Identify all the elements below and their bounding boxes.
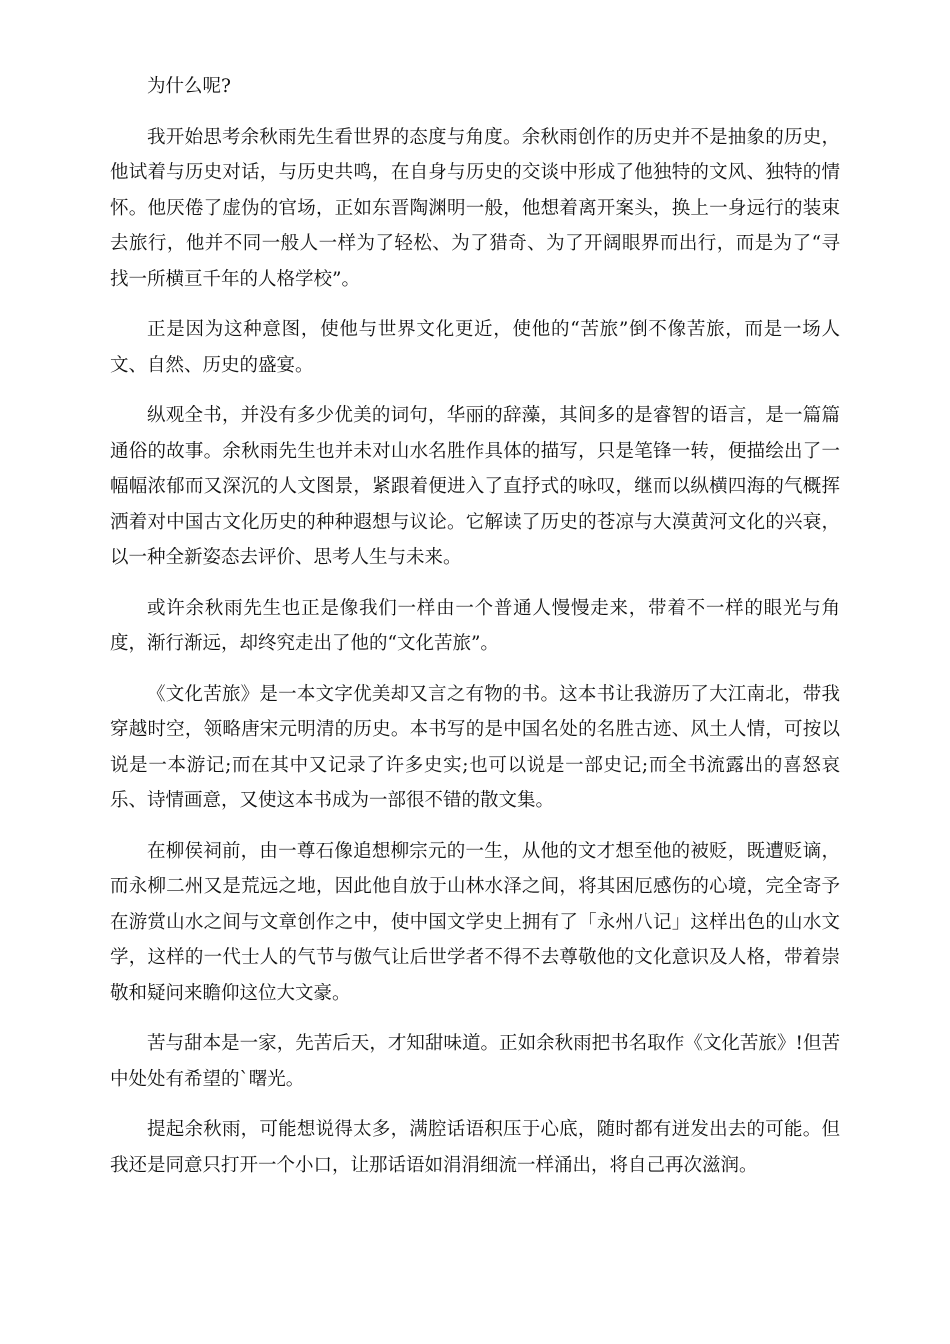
- paragraph-7: 在柳侯祠前，由一尊石像追想柳宗元的一生，从他的文才想至他的被贬，既遭贬谪，而永柳二州又是荒远之地，因此他自放于山林水泽之间，将其困厄感伤的心境，完全寄予在游赏山水之间与文章创作之中，使中国文学史上拥有了「永州八记」这样出色的山水文学，这样的一代士人的气节与傲气让后世学者不得不去尊敬他的文化意识及人格，带着崇敬和疑问来瞻仰这位大文豪。: [110, 840, 840, 1004]
- paragraph-5: 或许余秋雨先生也正是像我们一样由一个普通人慢慢走来，带着不一样的眼光与角度，渐行渐远，却终究走出了他的“文化苦旅”。: [110, 597, 840, 654]
- paragraph-1: 为什么呢?: [147, 76, 231, 97]
- paragraph-2: 我开始思考余秋雨先生看世界的态度与角度。余秋雨创作的历史并不是抽象的历史，他试着与历史对话，与历史共鸣，在自身与历史的交谈中形成了他独特的文风、独特的情怀。他厌倦了虚伪的官场，正如东晋陶渊明一般，他想着离开案头，换上一身远行的装束去旅行，他并不同一般人一样为了轻松、为了猎奇、为了开阔眼界而出行，而是为了“寻找一所横亘千年的人格学校”。: [110, 126, 840, 290]
- paragraph-6: 《文化苦旅》是一本文字优美却又言之有物的书。这本书让我游历了大江南北，带我穿越时空，领略唐宋元明清的历史。本书写的是中国名处的名胜古迹、风土人情，可按以说是一本游记;而在其中又记录了许多史实;也可以说是一部史记;而全书流露出的喜怒哀乐、诗情画意，又使这本书成为一部很不错的散文集。: [110, 683, 840, 811]
- paragraph-4: 纵观全书，并没有多少优美的词句，华丽的辞藻，其间多的是睿智的语言，是一篇篇通俗的故事。余秋雨先生也并未对山水名胜作具体的描写，只是笔锋一转，便描绘出了一幅幅浓郁而又深沉的人文图景，紧跟着便进入了直抒式的咏叹，继而以纵横四海的气概挥洒着对中国古文化历史的种种遐想与议论。它解读了历史的苍凉与大漠黄河文化的兴衰，以一种全新姿态去评价、思考人生与未来。: [110, 405, 840, 568]
- paragraph-3: 正是因为这种意图，使他与世界文化更近，使他的“苦旅”倒不像苦旅，而是一场人文、自然、历史的盛宴。: [110, 319, 840, 376]
- paragraph-8: 苦与甜本是一家，先苦后天，才知甜味道。正如余秋雨把书名取作《文化苦旅》!但苦中处处有希望的`曙光。: [110, 1033, 840, 1090]
- paragraph-9: 提起余秋雨，可能想说得太多，满腔话语积压于心底，随时都有迸发出去的可能。但我还是同意只打开一个小口，让那话语如涓涓细流一样涌出，将自己再次滋润。: [110, 1119, 840, 1176]
